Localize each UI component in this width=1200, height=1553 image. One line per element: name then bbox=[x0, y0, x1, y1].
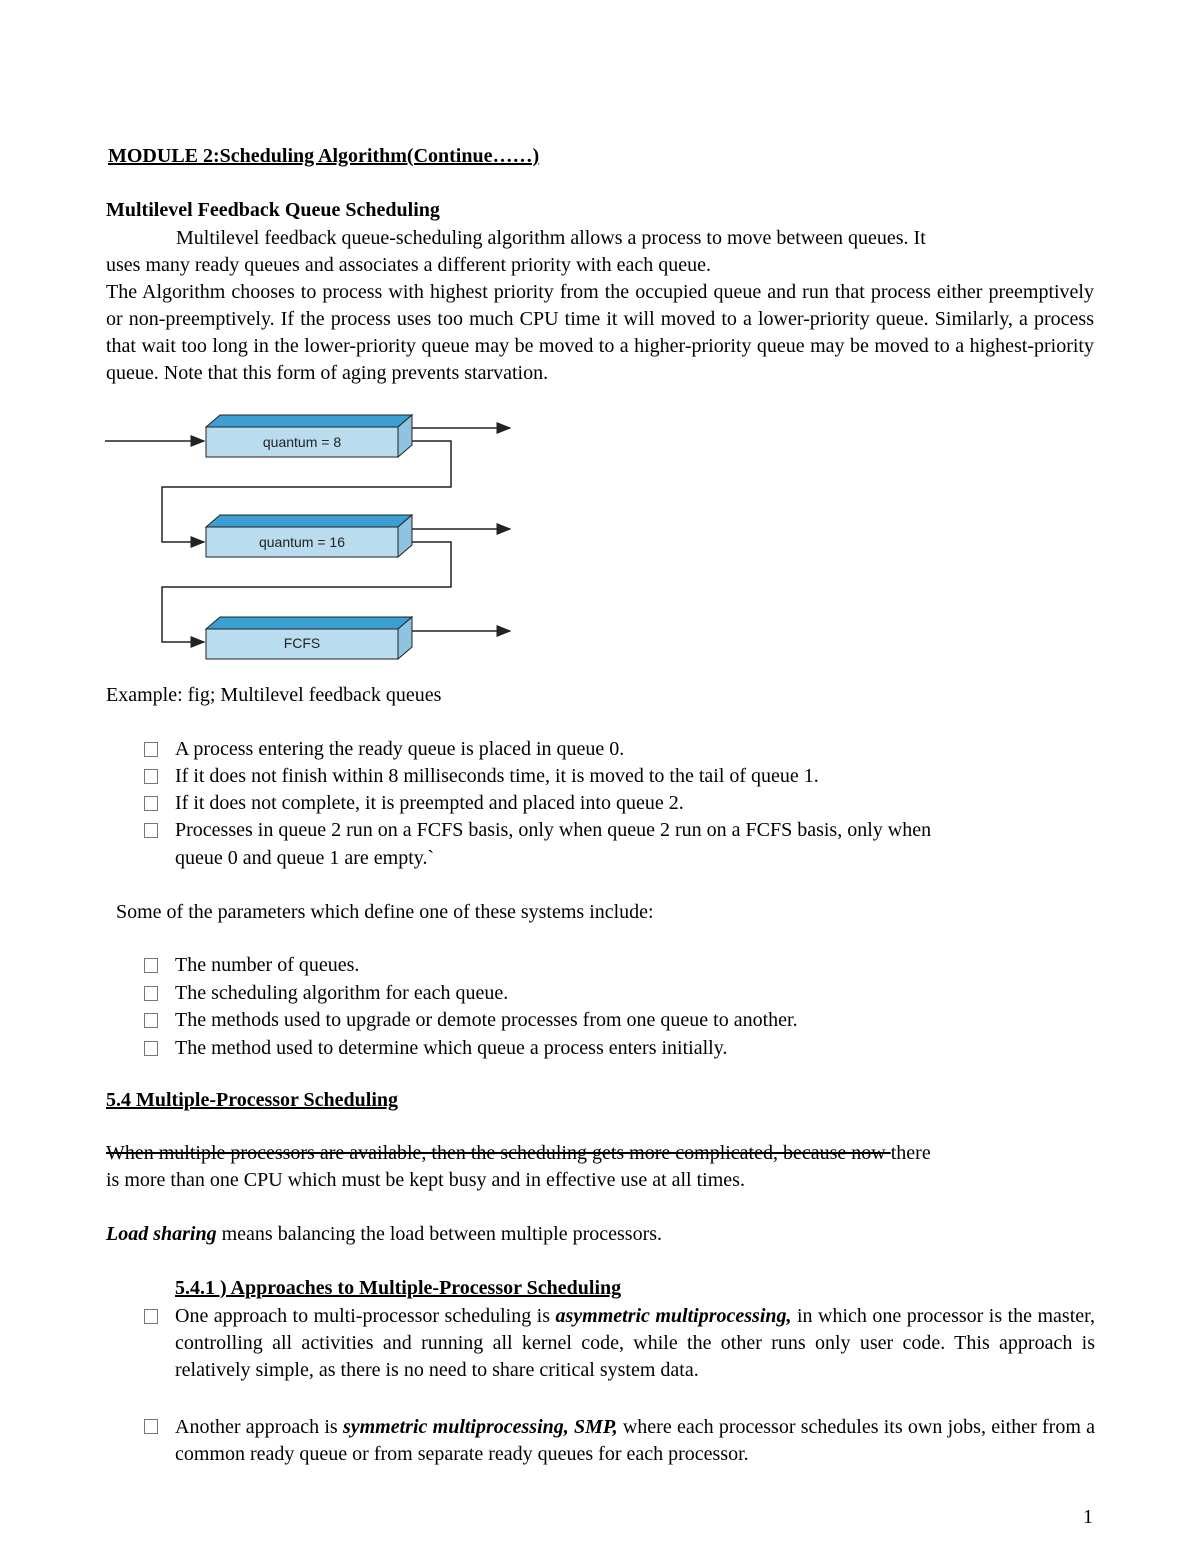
mlfq-intro-line1: Multilevel feedback queue-scheduling algorithm allows a process to move between queues. It bbox=[176, 227, 926, 249]
mlfq-intro-line2: uses many ready queues and associates a different priority with each queue. bbox=[106, 254, 711, 276]
mlfq-intro-paragraph bbox=[106, 225, 1094, 279]
subsection-heading-approaches: 5.4.1 ) Approaches to Multiple-Processor Scheduling bbox=[175, 1277, 622, 1299]
symmetric-term: symmetric multiprocessing, SMP, bbox=[342, 1416, 618, 1438]
example-bullet-4-continuation: queue 0 and queue 1 are empty.` bbox=[175, 847, 435, 869]
load-sharing-term: Load sharing bbox=[106, 1223, 217, 1245]
bullet-box-icon bbox=[144, 796, 158, 811]
queue-0-label: quantum = 8 bbox=[262, 434, 342, 450]
bullet-box-icon bbox=[144, 769, 158, 784]
bullet-box-icon bbox=[144, 1041, 158, 1056]
approach-bullet-symmetric: Another approach is symmetric multiprocessing, SMP, where each processor schedules its own jobs, either from a common ready queue or from separate ready queues for each processor. bbox=[175, 1416, 1096, 1465]
queue-2-label: FCFS bbox=[283, 635, 321, 651]
bullet-box-icon bbox=[144, 1419, 158, 1434]
load-sharing-definition: Load sharing means balancing the load between multiple processors. bbox=[106, 1223, 663, 1245]
figure-caption: Example: fig; Multilevel feedback queues bbox=[106, 684, 442, 706]
bullet-box-icon bbox=[144, 1309, 158, 1324]
section-heading-multiprocessor: 5.4 Multiple-Processor Scheduling bbox=[106, 1089, 399, 1111]
section-heading-mlfq: Multilevel Feedback Queue Scheduling bbox=[106, 199, 440, 221]
mlfq-algorithm-paragraph: The Algorithm chooses to process with highest priority from the occupied queue and run that process either preemptively or non-preemptively. If the process uses too much CPU time it will moved to a lower-priority queue. Similarly, a process that wait too long in the lower-priority queue may be moved to a higher-priority queue may be moved to a highest-priority queue. Note that this form of aging prevents starvation. bbox=[106, 281, 1094, 384]
queue-box-2 bbox=[206, 617, 412, 659]
queue-1-top bbox=[206, 515, 412, 527]
queue-box-1 bbox=[206, 515, 412, 557]
bullet-box-icon bbox=[144, 986, 158, 1001]
bullet-box-icon bbox=[144, 958, 158, 973]
params-intro: Some of the parameters which define one of these systems include: bbox=[116, 901, 654, 923]
approach-bullet-asymmetric: One approach to multi-processor scheduling is asymmetric multiprocessing, in which one processor is the master, controlling all activities and running all kernel code, while the other runs only user code. This approach is relatively simple, as there is no need to share critical system data. bbox=[175, 1305, 1096, 1381]
queue-1-label: quantum = 16 bbox=[258, 534, 346, 550]
queue-2-top bbox=[206, 617, 412, 629]
bullet-box-icon bbox=[144, 742, 158, 757]
struck-text: When multiple processors are available, then the scheduling gets more complicated, because now bbox=[106, 1142, 891, 1164]
module-title: MODULE 2:Scheduling Algorithm(Continue……) bbox=[108, 145, 540, 167]
queue-0-top bbox=[206, 415, 412, 427]
asymmetric-term: asymmetric multiprocessing, bbox=[555, 1305, 792, 1327]
multiprocessor-paragraph-line1: When multiple processors are available, then the scheduling gets more complicated, because now there bbox=[106, 1142, 931, 1164]
multiprocessor-paragraph-line2: is more than one CPU which must be kept busy and in effective use at all times. bbox=[106, 1169, 745, 1191]
mlfq-diagram bbox=[100, 405, 530, 665]
queue-box-0 bbox=[206, 415, 412, 457]
bullet-box-icon bbox=[144, 1013, 158, 1028]
page-number: 1 bbox=[1083, 1506, 1093, 1528]
bullet-box-icon bbox=[144, 823, 158, 838]
